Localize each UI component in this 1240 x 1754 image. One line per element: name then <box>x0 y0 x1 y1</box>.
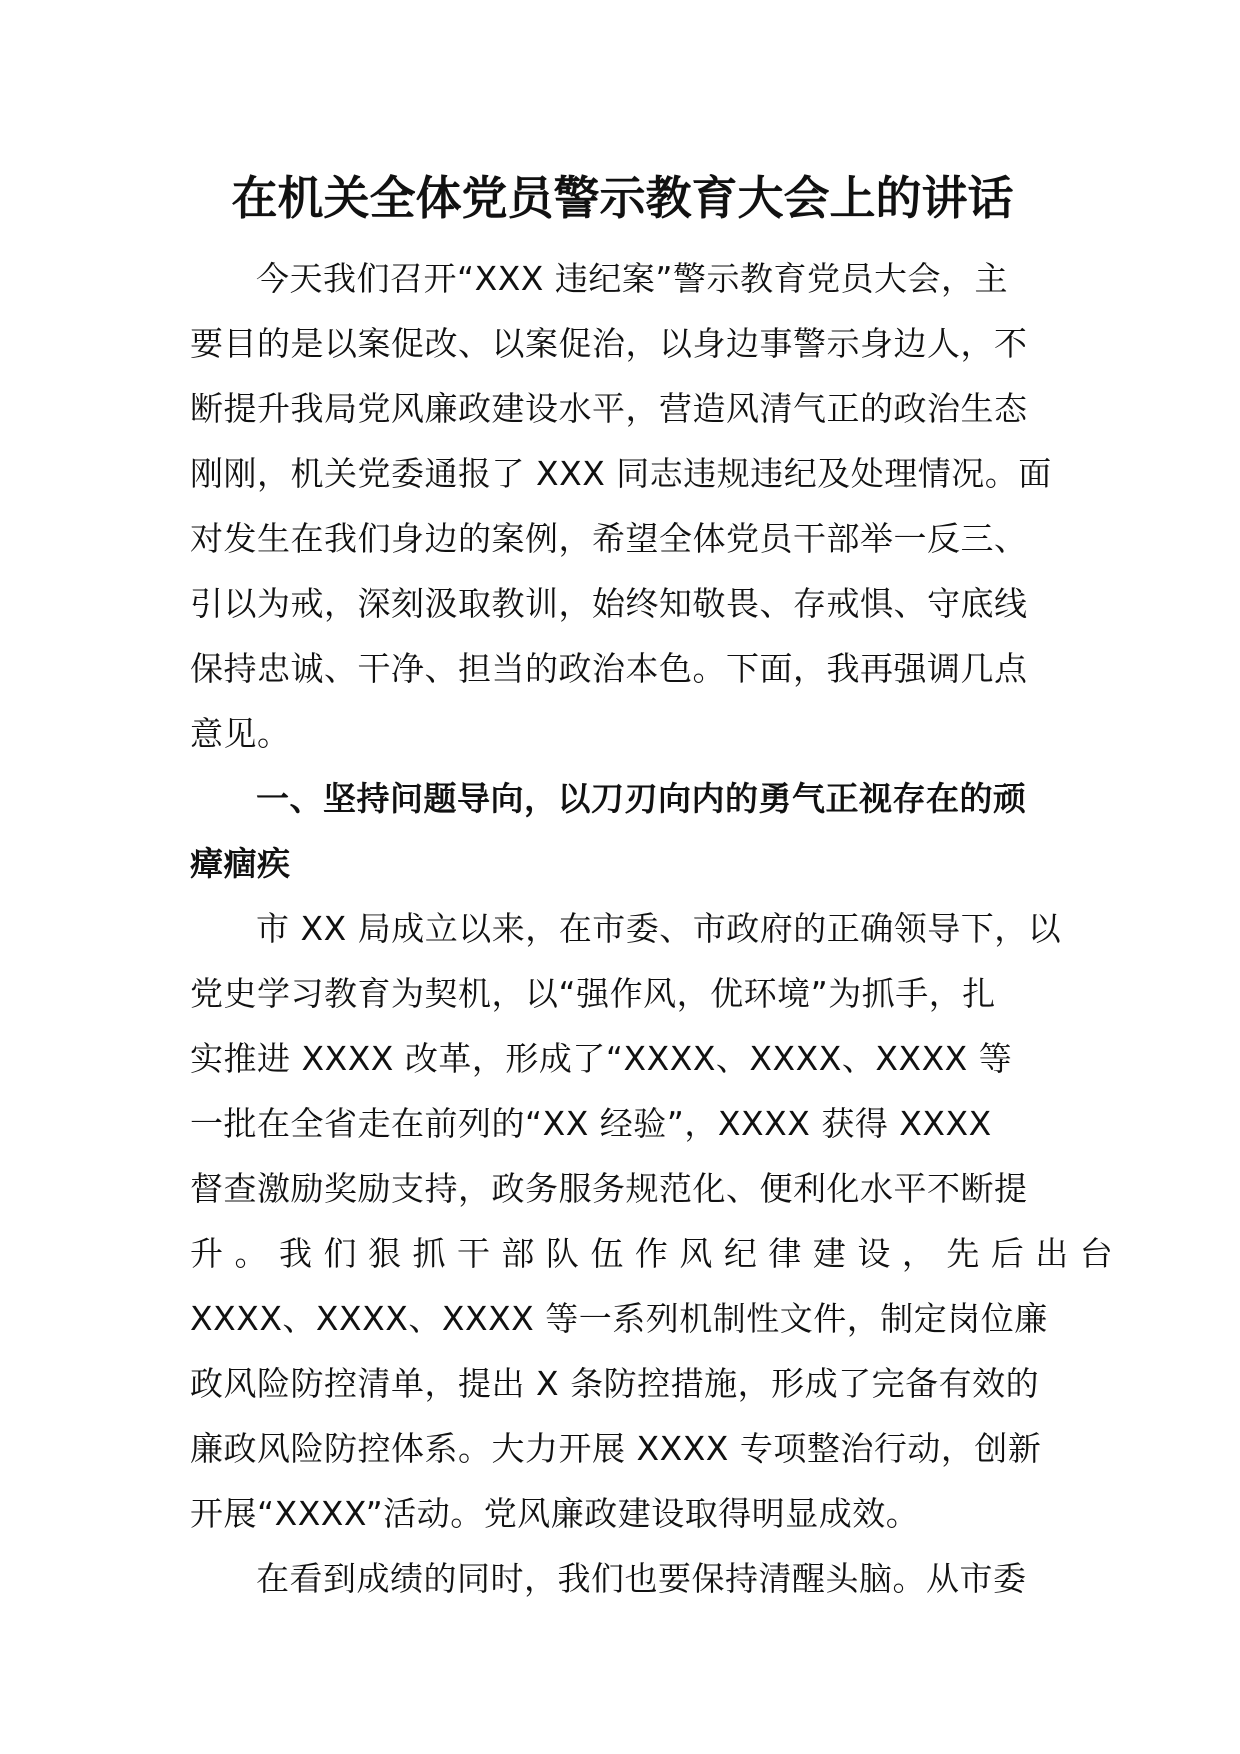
text-line: 引以为戒，深刻汲取教训，始终知敬畏、存戒惧、守底线 <box>190 584 1028 623</box>
text-line: 断提升我局党风廉政建设水平，营造风清气正的政治生态 <box>190 389 1028 428</box>
text-line: 对发生在我们身边的案例，希望全体党员干部举一反三、 <box>190 519 1028 558</box>
paragraph-achievements <box>190 896 1114 1546</box>
text-line: 市 XX 局成立以来，在市委、市政府的正确领导下，以 <box>256 909 1062 948</box>
text-line: 刚刚，机关党委通报了 XXX 同志违规违纪及处理情况。面 <box>190 454 1052 493</box>
document-title: 在机关全体党员警示教育大会上的讲话 <box>231 171 1014 225</box>
heading-line: 一、坚持问题导向，以刀刃向内的勇气正视存在的顽 <box>256 779 1027 818</box>
text-line: 要目的是以案促改、以案促治，以身边事警示身边人，不 <box>190 324 1028 363</box>
section-heading-1 <box>190 766 1055 896</box>
text-line: 在看到成绩的同时，我们也要保持清醒头脑。从市委 <box>256 1559 1027 1598</box>
text-line: XXXX、XXXX、XXXX 等一系列机制性文件，制定岗位廉 <box>190 1299 1048 1338</box>
text-line: 廉政风险防控体系。大力开展 XXXX 专项整治行动，创新 <box>190 1429 1042 1468</box>
paragraph-reflection <box>190 1546 1055 1611</box>
text-line: 升 。 我 们 狠 抓 干 部 队 伍 作 风 纪 律 建 设 ， 先 后 出 台 <box>190 1234 1114 1273</box>
text-line: 保持忠诚、干净、担当的政治本色。下面，我再强调几点 <box>190 649 1028 688</box>
text-line: 开展“XXXX”活动。党风廉政建设取得明显成效。 <box>190 1494 920 1533</box>
text-line: 督查激励奖励支持，政务服务规范化、便利化水平不断提 <box>190 1169 1028 1208</box>
text-line: 一批在全省走在前列的“XX 经验”，XXXX 获得 XXXX <box>190 1104 992 1143</box>
document-page <box>190 150 1114 1611</box>
text-line: 政风险防控清单，提出 X 条防控措施，形成了完备有效的 <box>190 1364 1040 1403</box>
text-line: 实推进 XXXX 改革，形成了“XXXX、XXXX、XXXX 等 <box>190 1039 1013 1078</box>
text-line: 党史学习教育为契机，以“强作风，优环境”为抓手，扎 <box>190 974 996 1013</box>
text-line: 意见。 <box>190 714 291 753</box>
text-line: 今天我们召开“XXX 违纪案”警示教育党员大会，主 <box>256 259 1009 298</box>
paragraph-intro <box>190 246 1055 766</box>
heading-line: 瘴痼疾 <box>190 844 291 883</box>
